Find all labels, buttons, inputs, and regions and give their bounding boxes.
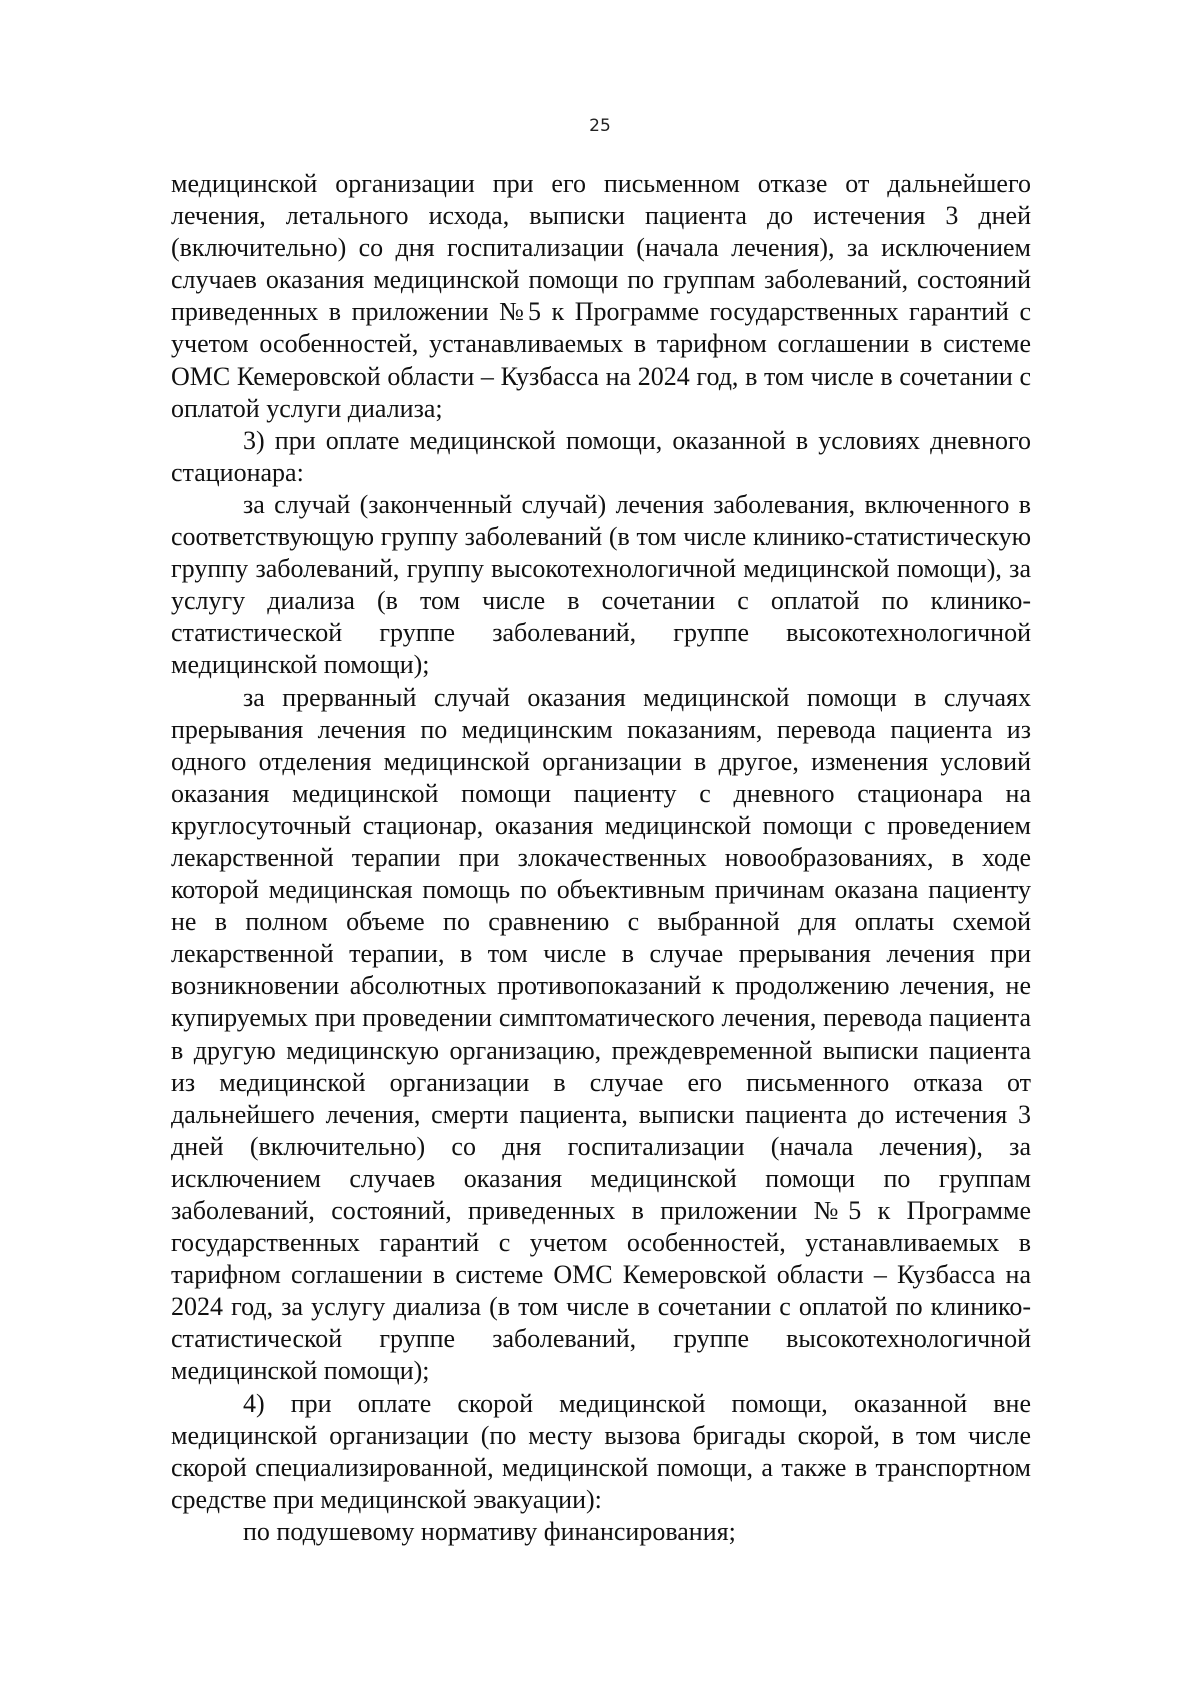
paragraph-item-3: 3) при оплате медицинской помощи, оказанной в условиях дневного стационара: bbox=[171, 425, 1031, 487]
paragraph-continuation: медицинской организации при его письменном отказе от дальнейшего лечения, летального исхода, выписки пациента до истечения 3 дней (включительно) со дня госпитализации (начала лечения), за исключением случаев оказания медицинской помощи по группам заболеваний, состояний приведенных в приложении №5 к Программе государственных гарантий с учетом особенностей, устанавливаемых в тарифном соглашении в системе ОМС Кемеровской области – Кузбасса на 2024 год, в том числе в сочетании с оплатой услуги диализа; bbox=[171, 169, 1031, 423]
paragraph-per-capita: по подушевому нормативу финансирования; bbox=[243, 1516, 736, 1546]
paragraph-interrupted-case: за прерванный случай оказания медицинской помощи в случаях прерывания лечения по медицинским показаниям, перевода пациента из одного отделения медицинской организации в другое, изменения условий оказания медицинской помощи пациенту с дневного стационара на круглосуточный стационар, оказания медицинской помощи с проведением лекарственной терапии при злокачественных новообразованиях, в ходе которой медицинская помощь по объективным причинам оказана пациенту не в полном объеме по сравнению с выбранной для оплаты схемой лекарственной терапии, в том числе в случае прерывания лечения при возникновении абсолютных противопоказаний к продолжению лечения, не купируемых при проведении симптоматического лечения, перевода пациента в другую медицинскую организацию, преждевременной выписки пациента из медицинской организации в случае его письменного отказа от дальнейшего лечения, смерти пациента, выписки пациента до истечения 3 дней (включительно) со дня госпитализации (начала лечения), за исключением случаев оказания медицинской помощи по группам заболеваний, состояний, приведенных в приложении №5 к Программе государственных гарантий с учетом особенностей, устанавливаемых в тарифном соглашении в системе ОМС Кемеровской области – Кузбасса на 2024 год, за услугу диализа (в том числе в сочетании с оплатой по клинико-статистической группе заболеваний, группе высокотехнологичной медицинской помощи); bbox=[171, 682, 1031, 1386]
page-number: 25 bbox=[589, 116, 611, 136]
paragraph-item-4: 4) при оплате скорой медицинской помощи, оказанной вне медицинской организации (по месту вызова бригады скорой, в том числе скорой специализированной, медицинской помощи, а также в транспортном средстве при медицинской эвакуации): bbox=[171, 1388, 1031, 1514]
paragraph-completed-case: за случай (законченный случай) лечения заболевания, включенного в соответствующую группу заболеваний (в том числе клинико-статистическую группу заболеваний, группу высокотехнологичной медицинской помощи), за услугу диализа (в том числе в сочетании с оплатой по клинико-статистической группе заболеваний, группе высокотехнологичной медицинской помощи); bbox=[171, 489, 1031, 680]
document-body bbox=[171, 168, 1031, 1548]
